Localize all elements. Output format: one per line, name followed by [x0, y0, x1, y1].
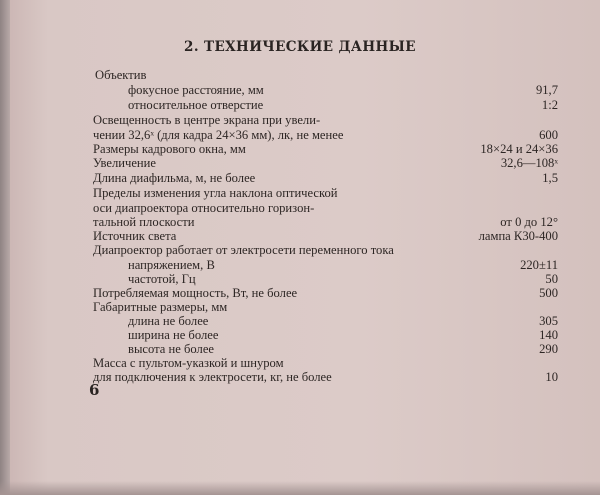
spec-label: Освещенность в центре экрана при увели-: [93, 113, 321, 127]
spec-row: [0, 171, 600, 186]
spec-row: [0, 156, 600, 171]
spec-label: частотой, Гц: [128, 272, 196, 286]
spec-row: [0, 128, 600, 143]
spec-row: [0, 328, 600, 343]
spec-row: [0, 68, 600, 83]
spec-value: 1,5: [542, 171, 558, 185]
spec-label: высота не более: [128, 342, 215, 356]
spec-value: 290: [539, 342, 558, 356]
spec-label: ширина не более: [128, 328, 219, 342]
spec-label: Увеличение: [93, 156, 156, 170]
spec-label: тальной плоскости: [93, 215, 195, 229]
page-number: 6: [89, 381, 100, 399]
spec-label: Диапроектор работает от электросети переменного тока: [93, 243, 394, 257]
spec-value: 600: [539, 128, 558, 142]
spec-value: 50: [545, 272, 558, 286]
spec-label: Габаритные размеры, мм: [93, 300, 228, 314]
spec-row: [0, 201, 600, 216]
spec-label: фокусное расстояние, мм: [128, 83, 264, 97]
spec-row: [0, 243, 600, 258]
spec-label: чении 32,6ˣ (для кадра 24×36 мм), лк, не менее: [93, 128, 344, 142]
section-title: 2. ТЕХНИЧЕСКИЕ ДАННЫЕ: [184, 39, 416, 55]
page-bottom-shadow: [0, 481, 600, 495]
spec-label: Пределы изменения угла наклона оптической: [93, 186, 338, 200]
spec-label: Длина диафильма, м, не более: [93, 171, 256, 185]
spec-row: [0, 342, 600, 357]
spec-value: 305: [539, 314, 558, 328]
spec-row: [0, 229, 600, 244]
spec-value: 32,6—108ˣ: [500, 156, 558, 170]
spec-label: Масса с пультом-указкой и шнуром: [93, 356, 284, 370]
spec-row: [0, 98, 600, 113]
spec-value: 10: [545, 370, 558, 384]
spec-label: напряжением, В: [128, 258, 215, 272]
spec-row: [0, 286, 600, 301]
spec-row: [0, 258, 600, 273]
spec-row: [0, 186, 600, 201]
spec-row: [0, 314, 600, 329]
spec-row: [0, 272, 600, 287]
spec-value: от 0 до 12°: [500, 215, 558, 229]
spec-label: Потребляемая мощность, Вт, не более: [93, 286, 298, 300]
spec-value: 1:2: [541, 98, 558, 112]
spec-label: Объектив: [95, 68, 147, 82]
spec-label: длина не более: [128, 314, 209, 328]
spec-label: Размеры кадрового окна, мм: [93, 142, 246, 156]
spec-label: Источник света: [93, 229, 177, 243]
spec-row: [0, 356, 600, 371]
spec-value: 18×24 и 24×36: [480, 142, 558, 156]
spec-label: оси диапроектора относительно горизон-: [93, 201, 315, 215]
spec-row: [0, 142, 600, 157]
spec-value: 220±11: [520, 258, 558, 272]
spec-label: относительное отверстие: [128, 98, 264, 112]
spec-row: [0, 215, 600, 230]
spec-value: 91,7: [535, 83, 558, 97]
spec-label: для подключения к электросети, кг, не более: [93, 370, 332, 384]
spec-row: [0, 83, 600, 98]
spec-value: лампа К30-400: [478, 229, 558, 243]
spec-row: [0, 300, 600, 315]
spec-value: 500: [539, 286, 558, 300]
spec-row: [0, 113, 600, 128]
spec-value: 140: [539, 328, 558, 342]
